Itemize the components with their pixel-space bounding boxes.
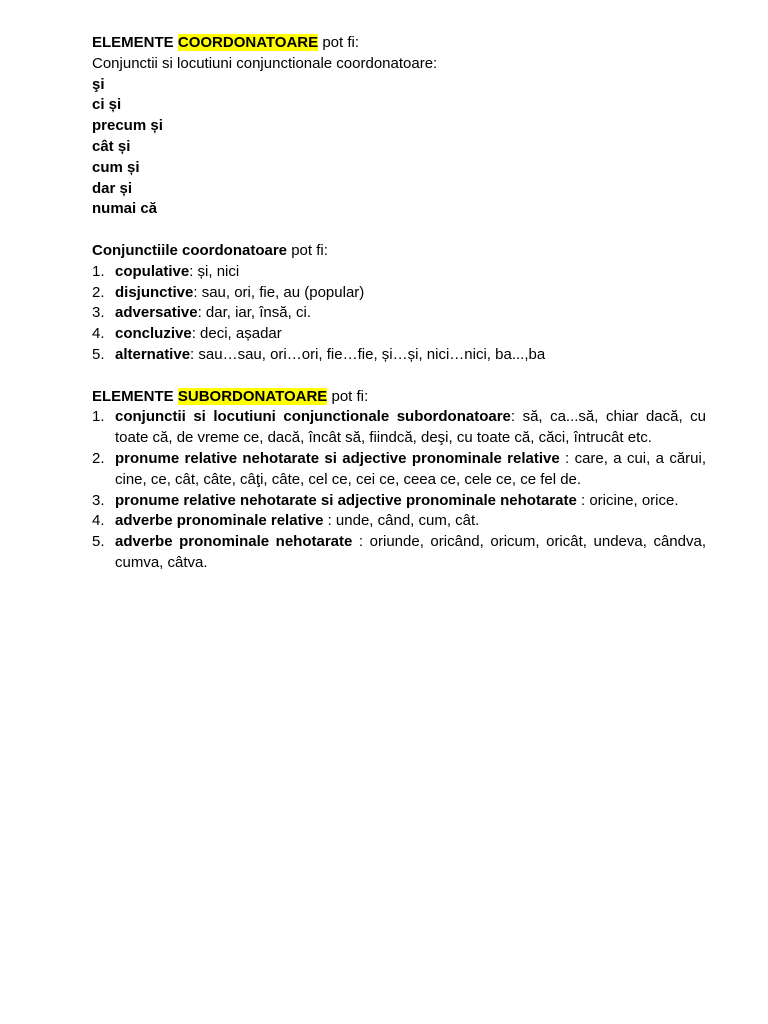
section3-heading: ELEMENTE SUBORDONATOARE pot fi: <box>92 387 369 405</box>
subordinating-elements-list <box>92 407 706 573</box>
section3-heading-highlight: SUBORDONATOARE <box>177 387 328 405</box>
section1-heading-highlight: COORDONATOARE <box>177 34 319 51</box>
document-page <box>92 33 706 574</box>
conjunction-item: cât și <box>92 137 131 155</box>
spacer <box>92 220 706 241</box>
conjunction-item: şi <box>92 75 105 93</box>
list-item: 1. conjunctii si locutiuni conjunctionale subordonatoare: să, ca...să, chiar dacă, cu toate că, de vreme ce, dacă, încât să, fiindcă, deşi, cu toate că, căci, întrucât etc. <box>92 408 707 447</box>
list-item: 4. adverbe pronominale relative : unde, când, cum, cât. <box>92 512 480 530</box>
section2-heading: Conjunctiile coordonatoare pot fi: <box>92 241 328 259</box>
list-item: 5. alternative: sau…sau, ori…ori, fie…fie, și…și, nici…nici, ba...,ba <box>92 345 546 363</box>
coordinating-types-list <box>92 262 706 366</box>
list-item: 3. pronume relative nehotarate si adjective pronominale nehotarate : oricine, orice. <box>92 491 679 509</box>
list-item: 2. pronume relative nehotarate si adjective pronominale relative : care, a cui, a cărui, cine, ce, cât, câte, câţi, câte, cel ce, cei ce, ceea ce, cele ce, ce fel de. <box>92 449 706 488</box>
section1-heading-suffix: pot fi: <box>322 34 359 51</box>
section1-heading-prefix: ELEMENTE <box>92 34 174 51</box>
conjunction-item: numai că <box>92 200 158 218</box>
spacer <box>92 366 706 387</box>
section1-intro: Conjunctii si locutiuni conjunctionale coordonatoare: <box>92 54 438 72</box>
list-item: 3. adversative: dar, iar, însă, ci. <box>92 304 311 322</box>
conjunction-item: precum și <box>92 117 163 135</box>
list-item: 1. copulative: și, nici <box>92 262 240 280</box>
list-item: 5. adverbe pronominale nehotarate : oriunde, oricând, oricum, oricât, undeva, cândva, cumva, câtva. <box>92 533 706 571</box>
conjunction-item: dar și <box>92 179 133 197</box>
list-item: 4. concluzive: deci, așadar <box>92 325 282 343</box>
conjunction-item: ci și <box>92 96 122 114</box>
list-item: 2. disjunctive: sau, ori, fie, au (popular) <box>92 283 365 301</box>
section1-heading <box>92 33 706 54</box>
conjunction-item: cum și <box>92 158 140 176</box>
